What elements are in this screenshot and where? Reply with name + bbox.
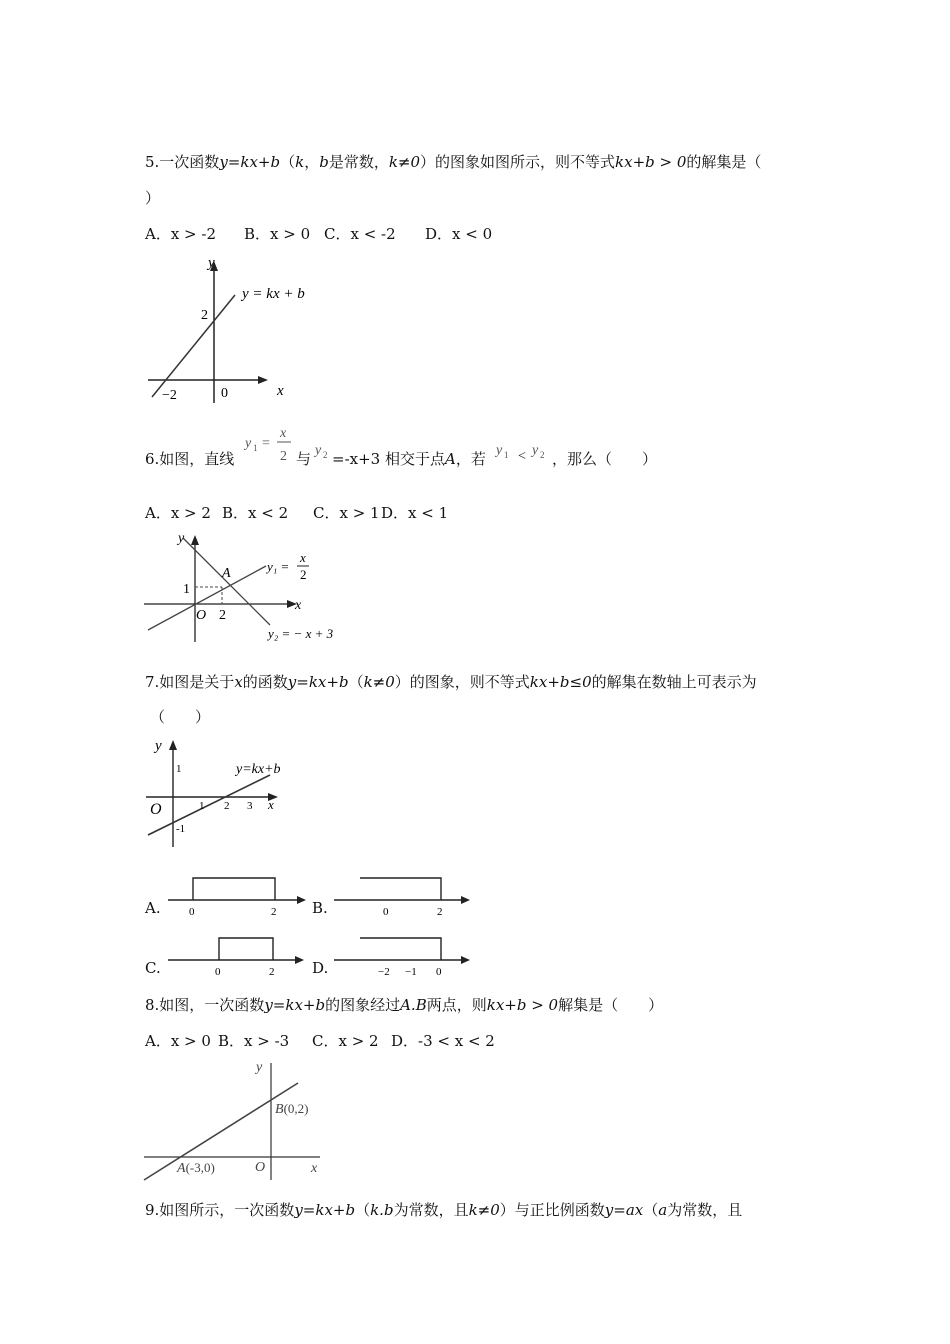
q6-y-arrow — [191, 535, 199, 545]
q8-graph-line — [144, 1083, 298, 1180]
q6-two-label: 2 — [219, 608, 226, 623]
q8-x-label: x — [311, 1161, 318, 1176]
q6-stem-with: 与 — [296, 450, 312, 468]
q7-stem-line2: （ ） — [150, 708, 211, 726]
q5-y-label: y — [208, 255, 215, 271]
q7-option-b-label: B. — [312, 899, 328, 917]
svg-text:y: y — [315, 443, 322, 458]
q6-option-a: A．x > 2 — [145, 504, 211, 522]
q6-option-c: C．x > 1 — [313, 504, 380, 522]
svg-text:<: < — [518, 449, 526, 464]
q6-x-label: x — [295, 598, 302, 613]
q7-one-label: 1 — [176, 763, 182, 775]
q7-tick2-label: 2 — [224, 800, 230, 812]
q5-graph — [140, 255, 340, 405]
q8-y-label: y — [256, 1060, 263, 1075]
q7-option-c-label: C. — [145, 959, 161, 977]
q7-option-b-numberline — [330, 873, 480, 918]
q6-stem-rest: =-x+3 相交于点A，若 — [332, 450, 486, 468]
svg-text:1: 1 — [253, 443, 258, 453]
svg-text:2: 2 — [437, 906, 443, 918]
svg-text:y: y — [496, 443, 503, 458]
q7-tick1-label: 1 — [199, 800, 205, 812]
q8-a-label: A(-3,0) — [177, 1160, 215, 1176]
q5-option-b: B．x > 0 — [244, 225, 311, 243]
q5-x-arrow — [258, 376, 268, 384]
q7-line-label: y=kx+b — [236, 762, 281, 777]
q5-x-label: x — [277, 383, 284, 399]
q7-y-arrow — [169, 740, 177, 750]
q7-option-c-numberline — [160, 933, 310, 978]
q6-y1-num: x — [300, 550, 306, 565]
q7-origin-label: O — [150, 801, 162, 818]
q8-option-b: B．x > -3 — [218, 1032, 290, 1050]
q6-stem: 6.如图，直线 — [145, 450, 235, 468]
q6-formula-y1 — [240, 420, 300, 465]
q7-option-a-label: A. — [145, 899, 161, 917]
q6-y2-label: y₂ = − x + 3 — [268, 626, 334, 641]
q7-graph — [140, 735, 310, 850]
q6-compare — [496, 440, 556, 465]
q6-a-label: A — [222, 566, 231, 581]
q6-stem-tail: ，那么（ ） — [552, 450, 658, 468]
svg-text:−1: −1 — [405, 966, 417, 978]
q5-option-d: D．x < 0 — [425, 225, 493, 243]
svg-text:=: = — [262, 436, 270, 451]
q5-option-a: A．x > -2 — [145, 225, 217, 243]
q5-graph-line — [152, 295, 235, 397]
svg-text:2: 2 — [269, 966, 275, 978]
q6-graph — [140, 530, 340, 645]
q7-neg1-label: -1 — [176, 823, 186, 835]
q5-origin-label: 0 — [221, 386, 228, 401]
q6-y-label: y — [178, 531, 185, 546]
q5-xint-label: −2 — [162, 388, 177, 403]
q6-y1-den: 2 — [300, 567, 307, 582]
svg-text:0: 0 — [383, 906, 389, 918]
q6-one-label: 1 — [183, 582, 190, 597]
svg-text:x: x — [280, 426, 287, 441]
q7-option-d-numberline — [330, 933, 480, 978]
q5-stem-close: ） — [145, 189, 161, 207]
svg-text:0: 0 — [215, 966, 221, 978]
q6-y1-label: y₁ = — [267, 559, 290, 574]
q8-b-label: B(0,2) — [275, 1101, 309, 1117]
q6-option-b: B．x < 2 — [222, 504, 289, 522]
q8-graph — [140, 1055, 340, 1185]
q8-option-d: D．-3 < x < 2 — [391, 1032, 495, 1050]
q7-stem: 7.如图是关于x的函数y=kx+b（k≠0）的图象，则不等式kx+b≤0的解集在数轴上可表示为 — [145, 673, 757, 691]
q8-option-a: A．x > 0 — [145, 1032, 211, 1050]
svg-text:−2: −2 — [378, 966, 390, 978]
q5-option-c: C．x < -2 — [324, 225, 396, 243]
q6-line-y1 — [148, 566, 266, 630]
svg-text:2: 2 — [323, 450, 328, 460]
q9-stem: 9.如图所示，一次函数y=kx+b（k.b为常数，且k≠0）与正比例函数y=ax（a为常数，且 — [145, 1201, 743, 1219]
q8-stem: 8.如图，一次函数y=kx+b的图象经过A.B两点，则kx+b > 0解集是（ ） — [145, 996, 664, 1014]
svg-text:1: 1 — [504, 450, 509, 460]
svg-text:0: 0 — [436, 966, 442, 978]
q7-option-d-label: D. — [312, 959, 329, 977]
q5-yint-label: 2 — [201, 308, 208, 323]
q6-option-d: D．x < 1 — [381, 504, 449, 522]
q6-origin-label: O — [196, 608, 207, 623]
q8-option-c: C．x > 2 — [312, 1032, 379, 1050]
svg-text:0: 0 — [189, 906, 195, 918]
q7-y-label: y — [155, 738, 162, 754]
q5-stem: 5.一次函数y=kx+b（k，b是常数，k≠0）的图象如图所示，则不等式kx+b > 0的解集是（ — [145, 153, 762, 171]
svg-text:2: 2 — [280, 449, 287, 464]
q7-x-label: x — [268, 797, 274, 812]
svg-text:2: 2 — [271, 906, 277, 918]
svg-text:y: y — [245, 436, 252, 451]
svg-text:y: y — [532, 443, 539, 458]
q8-origin-label: O — [255, 1160, 266, 1175]
q7-option-a-numberline — [160, 873, 310, 918]
q5-line-label: y = kx + b — [242, 286, 305, 302]
svg-text:2: 2 — [540, 450, 545, 460]
q7-tick3-label: 3 — [247, 800, 253, 812]
